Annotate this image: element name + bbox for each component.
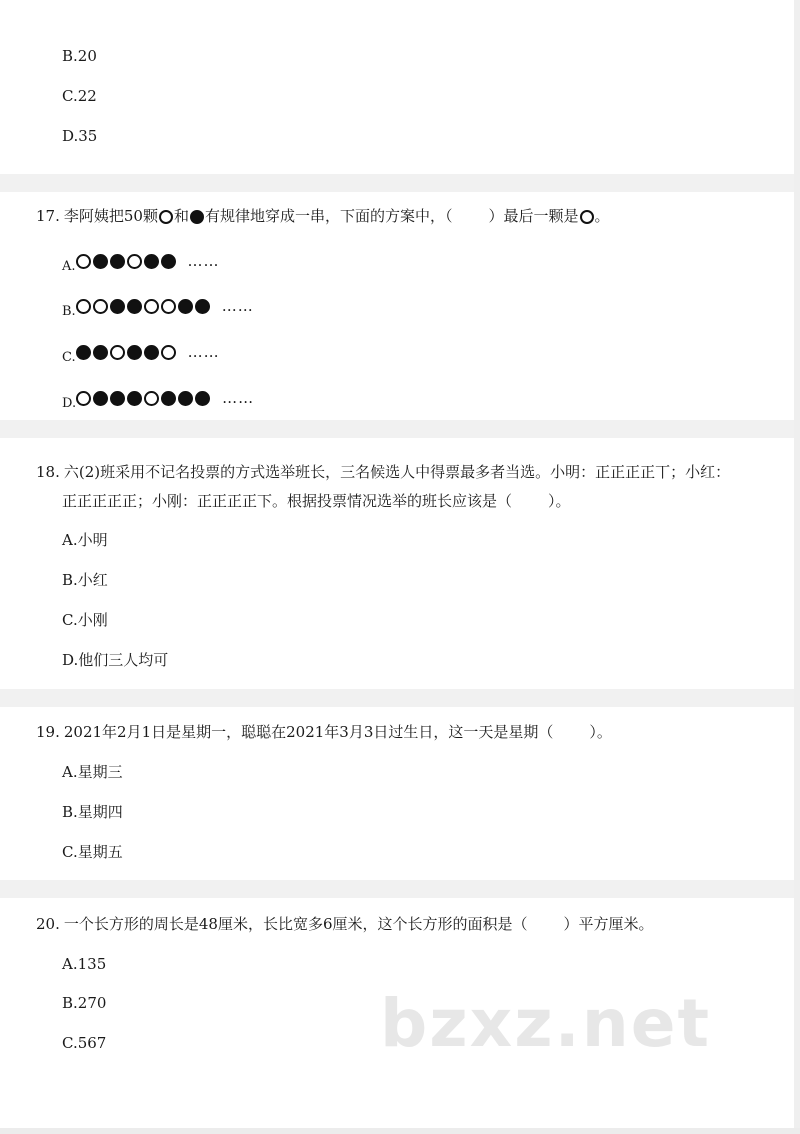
q17-option-b — [62, 296, 254, 322]
white-bead-icon — [144, 299, 159, 314]
question-number: 19. — [36, 723, 60, 741]
white-bead-icon — [159, 210, 173, 224]
black-bead-icon — [93, 391, 108, 406]
white-bead-icon — [76, 391, 91, 406]
question-number: 17. — [36, 207, 60, 225]
q20-option-c: C.567 — [62, 1034, 107, 1052]
question-18 — [36, 462, 730, 482]
q18-option-b: B.小红 — [62, 571, 108, 589]
ellipsis: …… — [222, 389, 255, 407]
q20-option-b: B.270 — [62, 994, 107, 1012]
q17-option-a — [62, 251, 220, 277]
bead-sequence — [76, 389, 212, 407]
white-bead-icon — [161, 299, 176, 314]
black-bead-icon — [110, 391, 125, 406]
q18-option-d: D.他们三人均可 — [62, 651, 169, 669]
section-divider — [0, 880, 800, 898]
black-bead-icon — [144, 254, 159, 269]
question-text: 六(2)班采用不记名投票的方式选举班长，三名候选人中得票最多者当选。小明：正正正正 — [63, 463, 656, 481]
page-edge — [0, 1128, 800, 1134]
q17-option-c — [62, 342, 220, 368]
black-bead-icon — [127, 391, 142, 406]
question-text: ）最后一颗是 — [488, 207, 579, 225]
black-bead-icon — [178, 299, 193, 314]
ellipsis: …… — [187, 343, 220, 361]
question-text: 一个长方形的周长是48厘米，长比宽多6厘米，这个长方形的面积是（ — [63, 915, 528, 933]
q19-option-a: A.星期三 — [62, 763, 123, 781]
black-bead-icon — [178, 391, 193, 406]
black-bead-icon — [127, 299, 142, 314]
question-17 — [36, 206, 610, 226]
black-bead-icon — [195, 391, 210, 406]
q19-option-c: C.星期五 — [62, 843, 123, 861]
white-bead-icon — [93, 299, 108, 314]
white-bead-icon — [144, 391, 159, 406]
question-text: 。 — [594, 207, 610, 225]
white-bead-icon — [580, 210, 594, 224]
question-text: 正正正正正；小刚：正正正正 — [62, 492, 258, 510]
black-bead-icon — [195, 299, 210, 314]
question-text: 。根据投票情况选举的班长应该是（ — [272, 492, 513, 510]
tally-mark: 下 — [257, 492, 273, 510]
watermark: bzxz.net — [380, 985, 712, 1062]
question-19 — [36, 722, 612, 742]
tally-mark: 丅 — [655, 463, 671, 481]
black-bead-icon — [161, 391, 176, 406]
q16-option-b: B.20 — [62, 47, 97, 65]
question-text: ）平方厘米。 — [563, 915, 654, 933]
question-number: 18. — [36, 463, 60, 481]
bead-sequence — [76, 297, 212, 315]
white-bead-icon — [76, 254, 91, 269]
q16-option-d: D.35 — [62, 127, 98, 145]
bead-sequence — [76, 343, 178, 361]
q20-option-a: A.135 — [62, 955, 107, 973]
white-bead-icon — [110, 345, 125, 360]
black-bead-icon — [110, 299, 125, 314]
option-label: C. — [62, 350, 76, 365]
black-bead-icon — [76, 345, 91, 360]
bead-sequence — [76, 252, 178, 270]
question-text: 李阿姨把50颗 — [63, 207, 158, 225]
page-edge — [794, 0, 800, 1134]
option-label: A. — [62, 259, 76, 274]
q17-option-d — [62, 388, 254, 414]
white-bead-icon — [161, 345, 176, 360]
black-bead-icon — [144, 345, 159, 360]
section-divider — [0, 689, 800, 707]
q18-option-a: A.小明 — [62, 531, 108, 549]
white-bead-icon — [76, 299, 91, 314]
black-bead-icon — [110, 254, 125, 269]
black-bead-icon — [93, 345, 108, 360]
q16-option-c: C.22 — [62, 87, 97, 105]
option-label: B. — [62, 304, 76, 319]
q18-option-c: C.小刚 — [62, 611, 108, 629]
black-bead-icon — [93, 254, 108, 269]
section-divider — [0, 420, 800, 438]
question-20 — [36, 914, 654, 934]
section-divider — [0, 174, 800, 192]
white-bead-icon — [127, 254, 142, 269]
ellipsis: …… — [221, 297, 254, 315]
black-bead-icon — [190, 210, 204, 224]
ellipsis: …… — [187, 252, 220, 270]
black-bead-icon — [161, 254, 176, 269]
question-text: ）。 — [548, 492, 571, 510]
question-text: ）。 — [589, 723, 612, 741]
option-label: D. — [62, 396, 77, 411]
question-text: 2021年2月1日是星期一，聪聪在2021年3月3日过生日，这一天是星期（ — [63, 723, 554, 741]
question-text: ；小红： — [670, 463, 731, 481]
black-bead-icon — [127, 345, 142, 360]
question-text: 和 — [173, 207, 189, 225]
q19-option-b: B.星期四 — [62, 803, 123, 821]
question-number: 20. — [36, 915, 60, 933]
question-text: 有规律地穿成一串，下面的方案中，（ — [204, 207, 453, 225]
question-18-line2 — [62, 491, 571, 511]
